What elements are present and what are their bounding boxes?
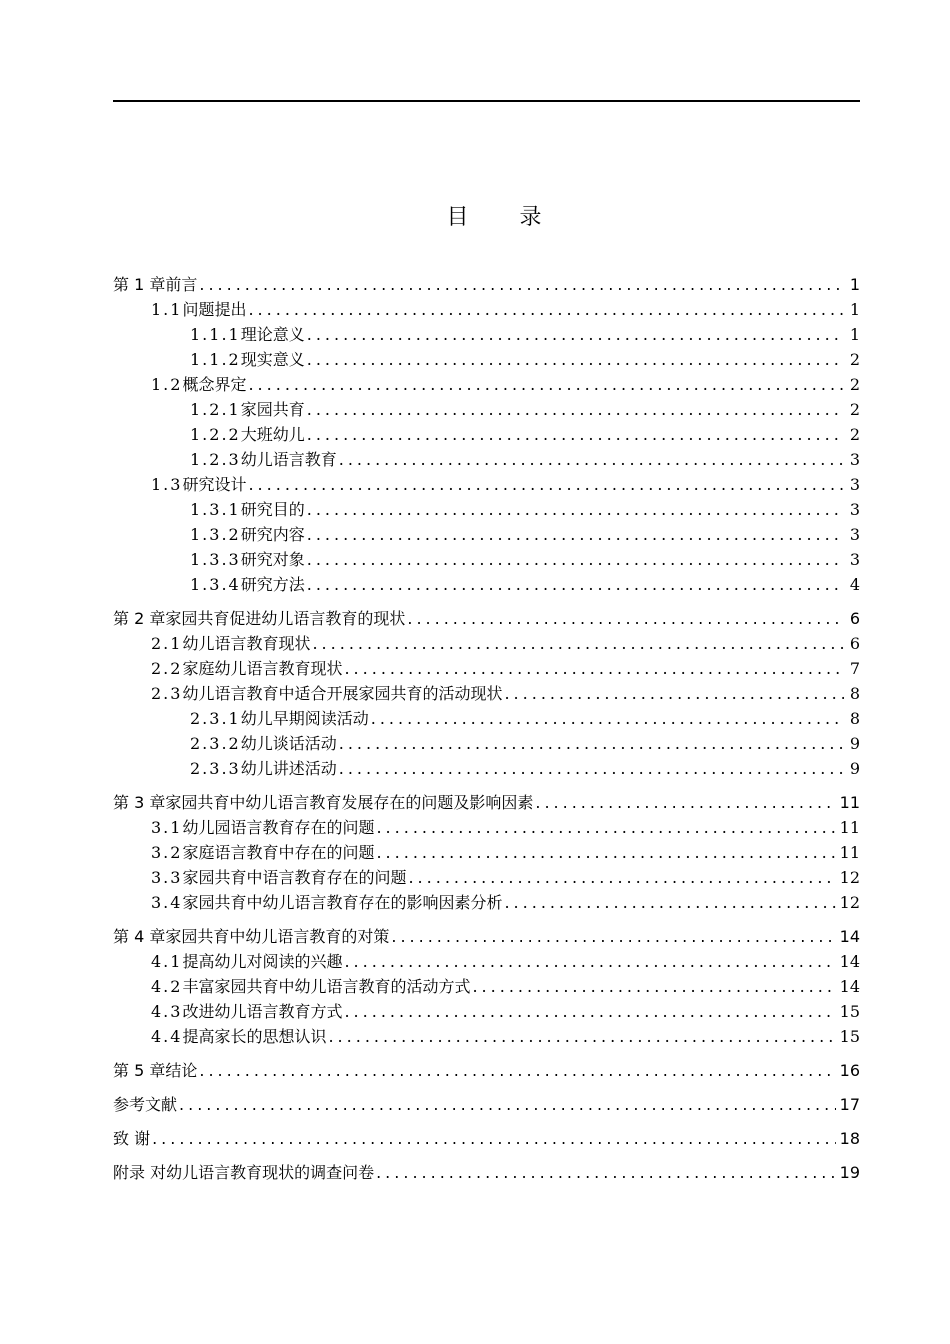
toc-entry[interactable] <box>113 815 860 840</box>
toc-entry[interactable] <box>113 547 860 572</box>
toc-entry[interactable] <box>113 347 860 372</box>
toc-entry-page: 2 <box>849 400 860 419</box>
page-title: 目 录 <box>446 205 564 230</box>
dot-leader <box>504 681 844 706</box>
dot-leader <box>339 756 844 781</box>
dot-leader <box>504 890 835 915</box>
toc-entry-number: 1.1 <box>151 300 183 319</box>
toc-entry-label: 家园共育中语言教育存在的问题 <box>182 868 407 887</box>
toc-entry-number: 3.3 <box>151 868 183 887</box>
toc-entry-label: 幼儿语言教育中适合开展家园共育的活动现状 <box>182 684 503 703</box>
toc-entry-page: 2 <box>849 425 860 444</box>
toc-entry-label: 研究内容 <box>240 525 305 544</box>
toc-entry[interactable] <box>113 606 860 631</box>
toc-entry[interactable] <box>113 1126 860 1151</box>
toc-entry-number: 1.3.1 <box>190 500 241 519</box>
toc-entry-page: 12 <box>839 893 860 912</box>
toc-entry-label: 家园共育中幼儿语言教育的对策 <box>165 927 390 946</box>
toc-entry-number: 第 4 章 <box>113 927 166 946</box>
toc-entry-label: 幼儿语言教育 <box>240 450 337 469</box>
toc-entry-number: 第 3 章 <box>113 793 166 812</box>
toc-entry[interactable] <box>113 422 860 447</box>
toc-entry-label: 丰富家园共育中幼儿语言教育的活动方式 <box>182 977 471 996</box>
toc-entry-page: 15 <box>839 1002 860 1021</box>
toc-entry-label: 研究设计 <box>182 475 247 494</box>
dot-leader <box>152 1126 836 1151</box>
toc-entry[interactable] <box>113 999 860 1024</box>
toc-entry-number: 3.4 <box>151 893 183 912</box>
toc-entry-page: 3 <box>849 525 860 544</box>
toc-entry-page: 14 <box>839 977 860 996</box>
toc-entry-number: 1.3.2 <box>190 525 241 544</box>
toc-entry[interactable] <box>113 756 860 781</box>
toc-entry-page: 9 <box>849 734 860 753</box>
dot-leader <box>179 1092 836 1117</box>
toc-entry[interactable] <box>113 1024 860 1049</box>
toc-entry-page: 17 <box>839 1095 860 1114</box>
dot-leader <box>339 731 844 756</box>
toc-entry-label: 家园共育中幼儿语言教育发展存在的问题及影响因素 <box>165 793 534 812</box>
toc-entry-label: 提高家长的思想认识 <box>182 1027 327 1046</box>
dot-leader <box>307 497 844 522</box>
toc-entry-number: 1.3 <box>151 475 183 494</box>
dot-leader <box>408 865 835 890</box>
toc-entry-number: 2.1 <box>151 634 183 653</box>
toc-entry-label: 概念界定 <box>182 375 247 394</box>
toc-entry-label: 家园共育 <box>240 400 305 419</box>
toc-entry-label: 家庭语言教育中存在的问题 <box>182 843 375 862</box>
toc-entry-label: 家庭幼儿语言教育现状 <box>182 659 343 678</box>
toc-entry[interactable] <box>113 681 860 706</box>
toc-entry-page: 12 <box>839 868 860 887</box>
toc-entry[interactable] <box>113 949 860 974</box>
dot-leader <box>376 815 835 840</box>
dot-leader <box>307 572 844 597</box>
toc-entry-number: 2.3.1 <box>190 709 241 728</box>
toc-entry-number: 1.2.1 <box>190 400 241 419</box>
toc-entry-label: 幼儿谈话活动 <box>240 734 337 753</box>
toc-entry-page: 2 <box>849 350 860 369</box>
toc-entry[interactable] <box>113 974 860 999</box>
toc-entry-label: 研究方法 <box>240 575 305 594</box>
toc-entry[interactable] <box>113 372 860 397</box>
toc-entry[interactable] <box>113 1092 860 1117</box>
dot-leader <box>199 1058 835 1083</box>
dot-leader <box>307 522 844 547</box>
toc-entry-page: 14 <box>839 927 860 946</box>
toc-entry-label: 幼儿园语言教育存在的问题 <box>182 818 375 837</box>
toc-entry-page: 8 <box>849 684 860 703</box>
toc-entry-label: 致 谢 <box>113 1129 151 1148</box>
toc-entry-label: 问题提出 <box>182 300 247 319</box>
toc-entry-label: 前言 <box>165 275 198 294</box>
toc-entry-label: 结论 <box>165 1061 198 1080</box>
toc-entry-page: 6 <box>849 634 860 653</box>
dot-leader <box>339 447 844 472</box>
toc-entry-page: 9 <box>849 759 860 778</box>
dot-leader <box>344 949 835 974</box>
dot-leader <box>328 1024 835 1049</box>
toc-entry[interactable] <box>113 790 860 815</box>
toc-entry-page: 4 <box>849 575 860 594</box>
dot-leader <box>376 840 835 865</box>
toc-entry-label: 家园共育中幼儿语言教育存在的影响因素分析 <box>182 893 503 912</box>
toc-entry-page: 15 <box>839 1027 860 1046</box>
toc-entry-page: 14 <box>839 952 860 971</box>
toc-entry-page: 11 <box>839 843 860 862</box>
toc-entry[interactable] <box>113 522 860 547</box>
dot-leader <box>371 706 844 731</box>
dot-leader <box>199 272 844 297</box>
dot-leader <box>344 999 835 1024</box>
toc-entry-page: 1 <box>849 300 860 319</box>
dot-leader <box>248 472 844 497</box>
toc-entry-number: 2.3.2 <box>190 734 241 753</box>
toc-entry-label: 大班幼儿 <box>240 425 305 444</box>
dot-leader <box>344 656 844 681</box>
toc-entry-label: 幼儿语言教育现状 <box>182 634 311 653</box>
toc-entry-number: 1.1.2 <box>190 350 241 369</box>
toc-entry-label: 提高幼儿对阅读的兴趣 <box>182 952 343 971</box>
toc-entry-number: 第 2 章 <box>113 609 166 628</box>
toc-entry-page: 1 <box>849 275 860 294</box>
table-of-contents <box>113 272 860 1185</box>
toc-entry-number: 3.2 <box>151 843 183 862</box>
toc-entry[interactable] <box>113 731 860 756</box>
dot-leader <box>248 372 844 397</box>
dot-leader <box>248 297 844 322</box>
toc-entry-label: 家园共育促进幼儿语言教育的现状 <box>165 609 406 628</box>
toc-entry-page: 18 <box>839 1129 860 1148</box>
toc-entry-page: 16 <box>839 1061 860 1080</box>
toc-entry-page: 1 <box>849 325 860 344</box>
toc-entry-label: 改进幼儿语言教育方式 <box>182 1002 343 1021</box>
toc-entry[interactable] <box>113 1160 860 1185</box>
toc-entry[interactable] <box>113 840 860 865</box>
toc-entry-number: 第 1 章 <box>113 275 166 294</box>
toc-entry[interactable] <box>113 447 860 472</box>
toc-entry[interactable] <box>113 1058 860 1083</box>
toc-entry-page: 6 <box>849 609 860 628</box>
dot-leader <box>535 790 835 815</box>
toc-entry-number: 1.3.4 <box>190 575 241 594</box>
header-rule <box>113 100 860 102</box>
toc-entry[interactable] <box>113 397 860 422</box>
toc-entry[interactable] <box>113 272 860 297</box>
toc-entry-number: 4.3 <box>151 1002 183 1021</box>
toc-entry-label: 参考文献 <box>113 1095 178 1114</box>
toc-entry[interactable] <box>113 472 860 497</box>
toc-entry-number: 1.2.2 <box>190 425 241 444</box>
toc-entry-number: 3.1 <box>151 818 183 837</box>
toc-entry-label: 理论意义 <box>240 325 305 344</box>
toc-entry[interactable] <box>113 631 860 656</box>
toc-entry-page: 11 <box>839 793 860 812</box>
toc-entry[interactable] <box>113 322 860 347</box>
dot-leader <box>376 1160 836 1185</box>
toc-entry-label: 附录 对幼儿语言教育现状的调查问卷 <box>113 1163 375 1182</box>
toc-entry-number: 4.4 <box>151 1027 183 1046</box>
toc-entry[interactable] <box>113 706 860 731</box>
toc-entry-label: 幼儿讲述活动 <box>240 759 337 778</box>
dot-leader <box>307 397 844 422</box>
toc-entry[interactable] <box>113 297 860 322</box>
dot-leader <box>307 347 844 372</box>
toc-entry-label: 研究对象 <box>240 550 305 569</box>
toc-entry-number: 1.1.1 <box>190 325 241 344</box>
dot-leader <box>391 924 835 949</box>
toc-entry[interactable] <box>113 497 860 522</box>
toc-entry-page: 3 <box>849 450 860 469</box>
dot-leader <box>307 547 844 572</box>
toc-entry-page: 3 <box>849 550 860 569</box>
toc-entry-number: 4.2 <box>151 977 183 996</box>
toc-entry-label: 研究目的 <box>240 500 305 519</box>
toc-entry-number: 2.3 <box>151 684 183 703</box>
dot-leader <box>472 974 835 999</box>
toc-entry-number: 第 5 章 <box>113 1061 166 1080</box>
toc-entry-page: 2 <box>849 375 860 394</box>
toc-entry[interactable] <box>113 656 860 681</box>
toc-entry[interactable] <box>113 924 860 949</box>
dot-leader <box>307 322 844 347</box>
toc-entry-page: 3 <box>849 475 860 494</box>
dot-leader <box>307 422 844 447</box>
toc-entry-page: 19 <box>839 1163 860 1182</box>
toc-entry-label: 现实意义 <box>240 350 305 369</box>
toc-entry[interactable] <box>113 572 860 597</box>
toc-entry[interactable] <box>113 865 860 890</box>
toc-entry-page: 3 <box>849 500 860 519</box>
toc-entry-number: 4.1 <box>151 952 183 971</box>
toc-entry-number: 1.2.3 <box>190 450 241 469</box>
toc-entry-page: 7 <box>849 659 860 678</box>
toc-entry[interactable] <box>113 890 860 915</box>
toc-entry-page: 11 <box>839 818 860 837</box>
toc-entry-label: 幼儿早期阅读活动 <box>240 709 369 728</box>
toc-entry-number: 1.2 <box>151 375 183 394</box>
toc-entry-number: 1.3.3 <box>190 550 241 569</box>
toc-entry-page: 8 <box>849 709 860 728</box>
toc-entry-number: 2.2 <box>151 659 183 678</box>
toc-entry-number: 2.3.3 <box>190 759 241 778</box>
dot-leader <box>312 631 844 656</box>
dot-leader <box>407 606 844 631</box>
